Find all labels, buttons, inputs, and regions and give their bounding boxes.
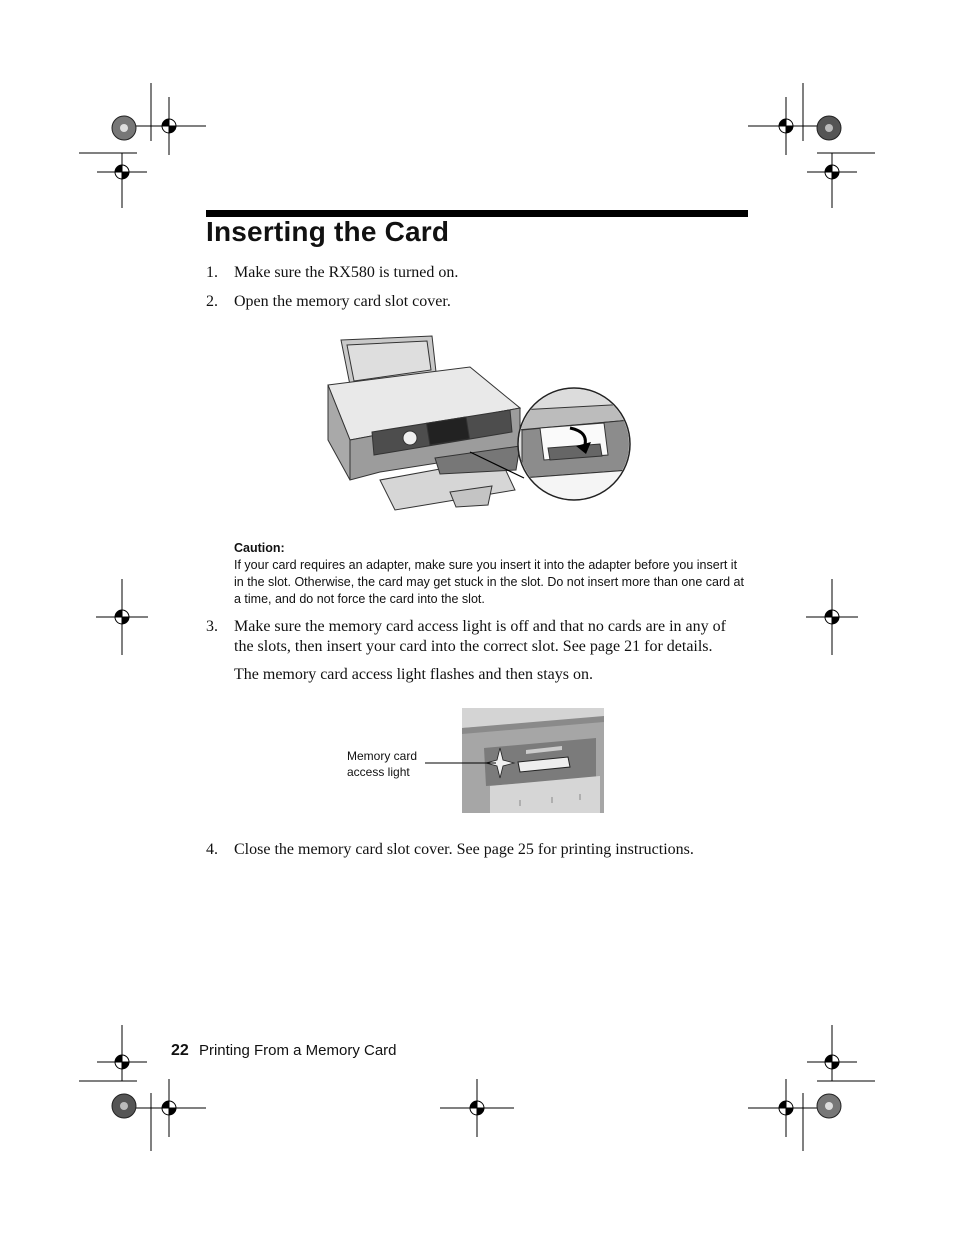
step-number: 4. [206,841,218,858]
label-line: access light [347,765,410,779]
step-text: Close the memory card slot cover. See page 25 for printing instructions. [234,841,694,858]
step-text: Make sure the memory card access light is off and that no cards are in any of the slots, then insert your card into the correct slot. See page 21 for details. [234,618,726,655]
page-title: Inserting the Card [206,216,450,247]
label-line: Memory card [347,749,418,763]
access-light-label [347,748,417,780]
caution-text: If your card requires an adapter, make sure you insert it into the adapter before you insert it in the slot. Otherwise, the card may get stuck in the slot. Do not insert more than one card at a time, and do not force the card into the slot. [234,558,744,606]
step-number: 3. [206,618,218,635]
section-name: Printing From a Memory Card [198,1042,397,1059]
caution-title: Caution: [234,541,285,555]
step-3-followup: The memory card access light flashes and then stays on. [234,666,593,683]
step-number: 1. [206,264,218,281]
page-number: 22 [171,1042,189,1059]
step-number: 2. [206,293,218,310]
step-text: Make sure the RX580 is turned on. [234,264,459,281]
page-footer [171,1042,397,1060]
step-text: Open the memory card slot cover. [234,293,451,310]
